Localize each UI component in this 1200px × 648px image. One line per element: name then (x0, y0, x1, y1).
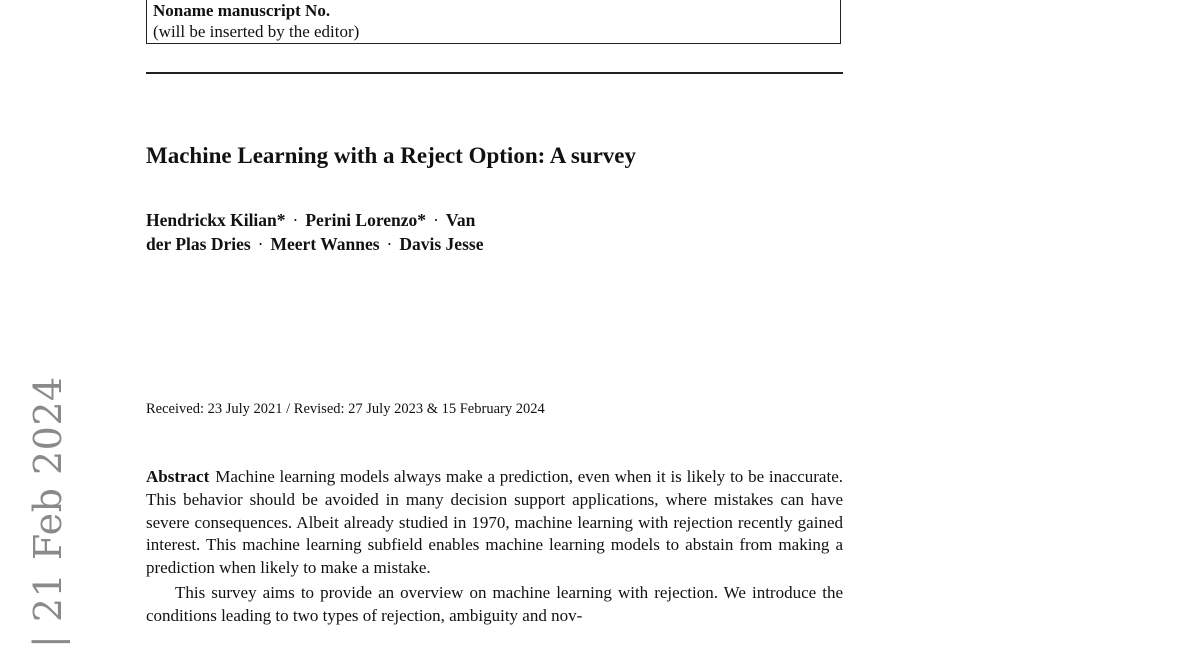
author-list (146, 208, 483, 256)
author-line-1 (146, 208, 483, 232)
manuscript-number-box (146, 0, 841, 44)
manuscript-note: (will be inserted by the editor) (153, 22, 360, 41)
author-separator: · (292, 210, 299, 230)
author-name: Davis Jesse (399, 234, 484, 254)
manuscript-title: Noname manuscript No. (153, 1, 331, 20)
author-name: Van (445, 210, 476, 230)
author-separator: · (257, 234, 264, 254)
paper-title: Machine Learning with a Reject Option: A survey (146, 143, 636, 168)
arxiv-margin-stamp: | 21 Feb 2024 (26, 376, 70, 648)
abstract-label: Abstract (146, 467, 210, 486)
author-separator: · (433, 210, 439, 230)
abstract-text-1: Machine learning models always make a prediction, even when it is likely to be inaccurate. This behavior should be avoided in many decision support applications, where mistakes can have severe consequences. Albeit already studied in 1970, machine learning with rejection recently gained interest. This machine learning subfield enables machine learning models to abstain from making a prediction when likely to make a mistake. (146, 467, 843, 578)
abstract (146, 466, 843, 628)
received-dates: Received: 23 July 2021 / Revised: 27 July 2023 & 15 February 2024 (146, 401, 545, 417)
author-name: der Plas Dries (146, 234, 251, 254)
author-separator: · (386, 234, 393, 254)
author-name: Perini Lorenzo* (305, 210, 427, 230)
abstract-paragraph-2: This survey aims to provide an overview on machine learning with rejection. We introduce the conditions leading to two types of rejection, ambiguity and nov- (146, 582, 843, 625)
author-line-2 (146, 232, 483, 256)
header-rule (146, 72, 843, 74)
author-name: Meert Wannes (270, 234, 380, 254)
abstract-paragraph-1 (146, 466, 843, 580)
author-name: Hendrickx Kilian* (146, 210, 286, 230)
